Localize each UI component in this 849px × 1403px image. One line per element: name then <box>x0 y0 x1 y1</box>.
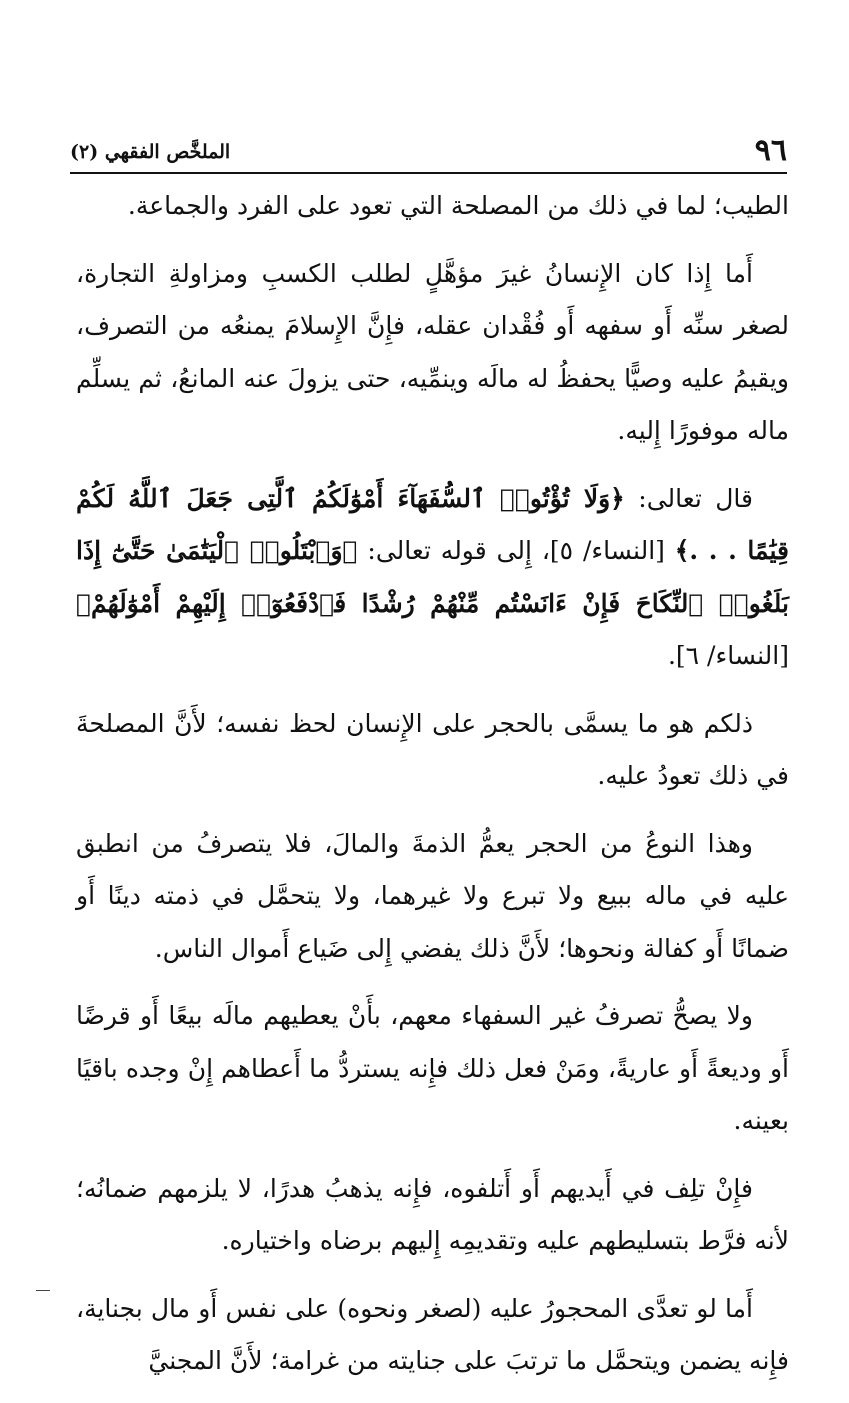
page-number: ٩٦ <box>754 133 787 168</box>
quran-verse: ﴿وَٱبْتَلُوا۟ ٱلْيَتَٰمَىٰ حَتَّىٰٓ إِذَا بَلَغُوا۟ ٱلنِّكَاحَ فَإِنْ ءَانَسْتُم مِّنْهُمْ رُشْدًا فَٱدْفَعُوٓا۟ إِلَيْهِمْ أَمْوَٰلَهُمْ﴾ <box>76 536 789 618</box>
paragraph <box>76 990 789 1148</box>
paragraph <box>76 698 789 803</box>
margin-mark <box>36 1290 50 1291</box>
header-divider <box>70 172 787 174</box>
paragraph <box>76 180 789 233</box>
quran-verse: ﴿وَلَا تُؤْتُوا۟ ٱلسُّفَهَآءَ أَمْوَٰلَكُمُ ٱلَّتِى جَعَلَ ٱللَّهُ لَكُمْ قِيَٰمًا . . .﴾ <box>76 483 789 565</box>
paragraph-text: [النساء/ ٦]. <box>667 641 789 670</box>
paragraph-text: الطيب؛ لما في ذلك من المصلحة التي تعود على الفرد والجماعة. <box>127 191 789 220</box>
page-header <box>70 118 787 170</box>
paragraph-text: أَما لو تعدَّى المحجورُ عليه (لصغر ونحوه) على نفس أَو مال بجناية، فإِنه يضمن ويتحمَّل ما ترتبَ على جنايته من غرامة؛ لأَنَّ المجنيَّ <box>76 1293 789 1375</box>
paragraph <box>76 1163 789 1268</box>
paragraph-text: فإِنْ تلِف في أَيديهم أَو أَتلفوه، فإِنه يذهبُ هدرًا، لا يلزمهم ضمانُه؛ لأنه فرَّط بتسليطهم عليه وتقديمِه إِليهم برضاه واختياره. <box>76 1173 789 1255</box>
paragraph-text: ذلكم هو ما يسمَّى بالحجر على الإِنسان لحظ نفسه؛ لأَنَّ المصلحةَ في ذلك تعودُ عليه. <box>76 708 789 790</box>
body-text <box>76 180 789 1403</box>
paragraph <box>76 473 789 683</box>
paragraph-text: وهذا النوعُ من الحجر يعمُّ الذمةَ والمالَ، فلا يتصرفُ من انطبق عليه في ماله ببيع ولا تبرع ولا غيرهما، ولا يتحمَّل في ذمته دينًا أَو ضمانًا أَو كفالة ونحوها؛ لأَنَّ ذلك يفضي إِلى ضَياع أَموال الناس. <box>76 828 789 963</box>
paragraph <box>76 818 789 976</box>
paragraph-text: أَما إِذا كان الإِنسانُ غيرَ مؤهَّلٍ لطلب الكسبِ ومزاولةِ التجارة، لصغر سنِّه أَو سفهه أَو فُقْدان عقله، فإِنَّ الإِسلامَ يمنعُه من التصرف، ويقيمُ عليه وصيًّا يحفظُ له مالَه وينمِّيه، حتى يزولَ عنه المانعُ، ثم يسلِّم ماله موفورًا إِليه. <box>76 258 789 445</box>
paragraph-text: قال تعالى: <box>624 483 754 513</box>
paragraph-text: ولا يصحُّ تصرفُ غير السفهاء معهم، بأَنْ يعطيهم مالَه بيعًا أَو قرضًا أَو وديعةً أَو عاريةً، ومَنْ فعل ذلك فإِنه يستردُّ ما أَعطاهم إِنْ وجده باقيًا بعينه. <box>76 1001 789 1135</box>
paragraph <box>76 1283 789 1388</box>
paragraph <box>76 248 789 458</box>
book-title: الملخَّص الفقهي (٢) <box>70 141 231 163</box>
paragraph-text: [النساء/ ٥]، إِلى قوله تعالى: <box>357 536 675 565</box>
